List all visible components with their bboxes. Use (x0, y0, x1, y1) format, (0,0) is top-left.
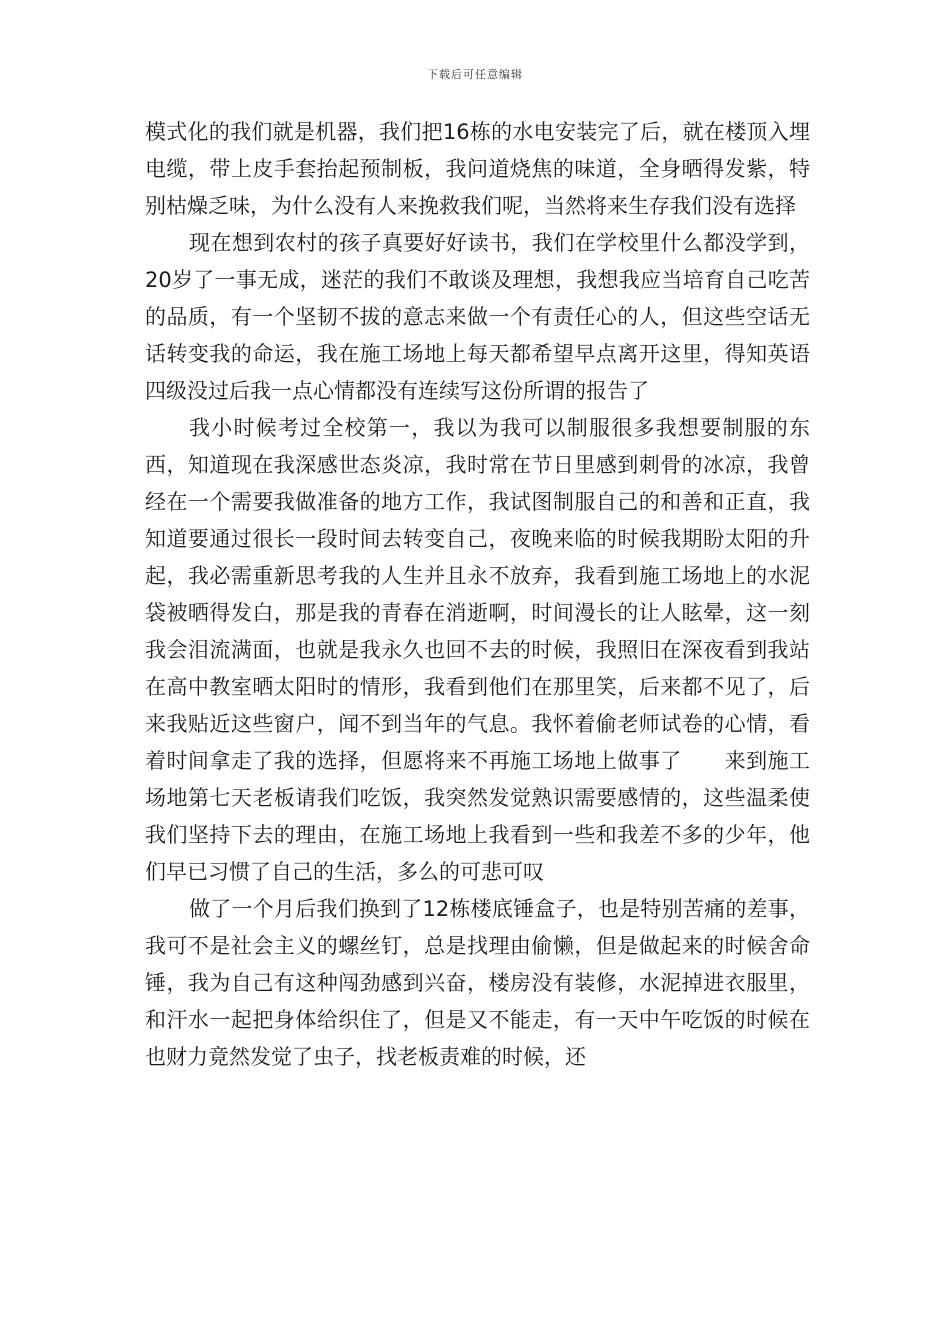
paragraph-1: 模式化的我们就是机器，我们把16栋的水电安装完了后，就在楼顶入埋电缆，带上皮手套抬起预制板，我问道烧焦的味道，全身晒得发紫，特别枯燥乏味，为什么没有人来挽救我们呢，当然将来生存我们没有选择 (145, 120, 810, 218)
paragraph-2: 现在想到农村的孩子真要好好读书，我们在学校里什么都没学到，20岁了一事无成，迷茫的我们不敢谈及理想，我想我应当培育自己吃苦的品质，有一个坚韧不拔的意志来做一个有责任心的人，但这些空话无话转变我的命运，我在施工场地上每天都希望早点离开这里，得知英语四级没过后我一点心情都没有连续写这份所谓的报告了 (145, 231, 810, 403)
paragraph-3: 我小时候考过全校第一，我以为我可以制服很多我想要制服的东西，知道现在我深感世态炎凉，我时常在节日里感到刺骨的冰凉，我曾经在一个需要我做准备的地方工作，我试图制服自己的和善和正直，我知道要通过很长一段时间去转变自己，夜晚来临的时候我期盼太阳的升起，我必需重新思考我的人生并且永不放弃，我看到施工场地上的水泥袋被晒得发白，那是我的青春在消逝啊，时间漫长的让人眩晕，这一刻我会泪流满面，也就是我永久也回不去的时候，我照旧在深夜看到我站在高中教室晒太阳时的情形，我看到他们在那里笑，后来都不见了，后来我贴近这些窗户，闻不到当年的气息。我怀着偷老师试卷的心情，看着时间拿走了我的选择，但愿将来不再施工场地上做事了 来到施工场地第七天老板请我们吃饭，我突然发觉熟识需要感情的，这些温柔使我们坚持下去的理由，在施工场地上我看到一些和我差不多的少年，他们早已习惯了自己的生活，多么的可悲可叹 (145, 416, 810, 884)
document-body (145, 114, 810, 1076)
page-header-note: 下载后可任意编辑 (427, 68, 523, 81)
paragraph-4: 做了一个月后我们换到了12栋楼底锤盒子，也是特别苦痛的差事，我可不是社会主义的螺丝钉，总是找理由偷懒，但是做起来的时候舍命锤，我为自己有这种闯劲感到兴奋，楼房没有装修，水泥掉进衣服里，和汗水一起把身体给织住了，但是又不能走，有一天中午吃饭的时候在也财力竟然发觉了虫子，找老板责难的时候，还 (145, 897, 810, 1069)
